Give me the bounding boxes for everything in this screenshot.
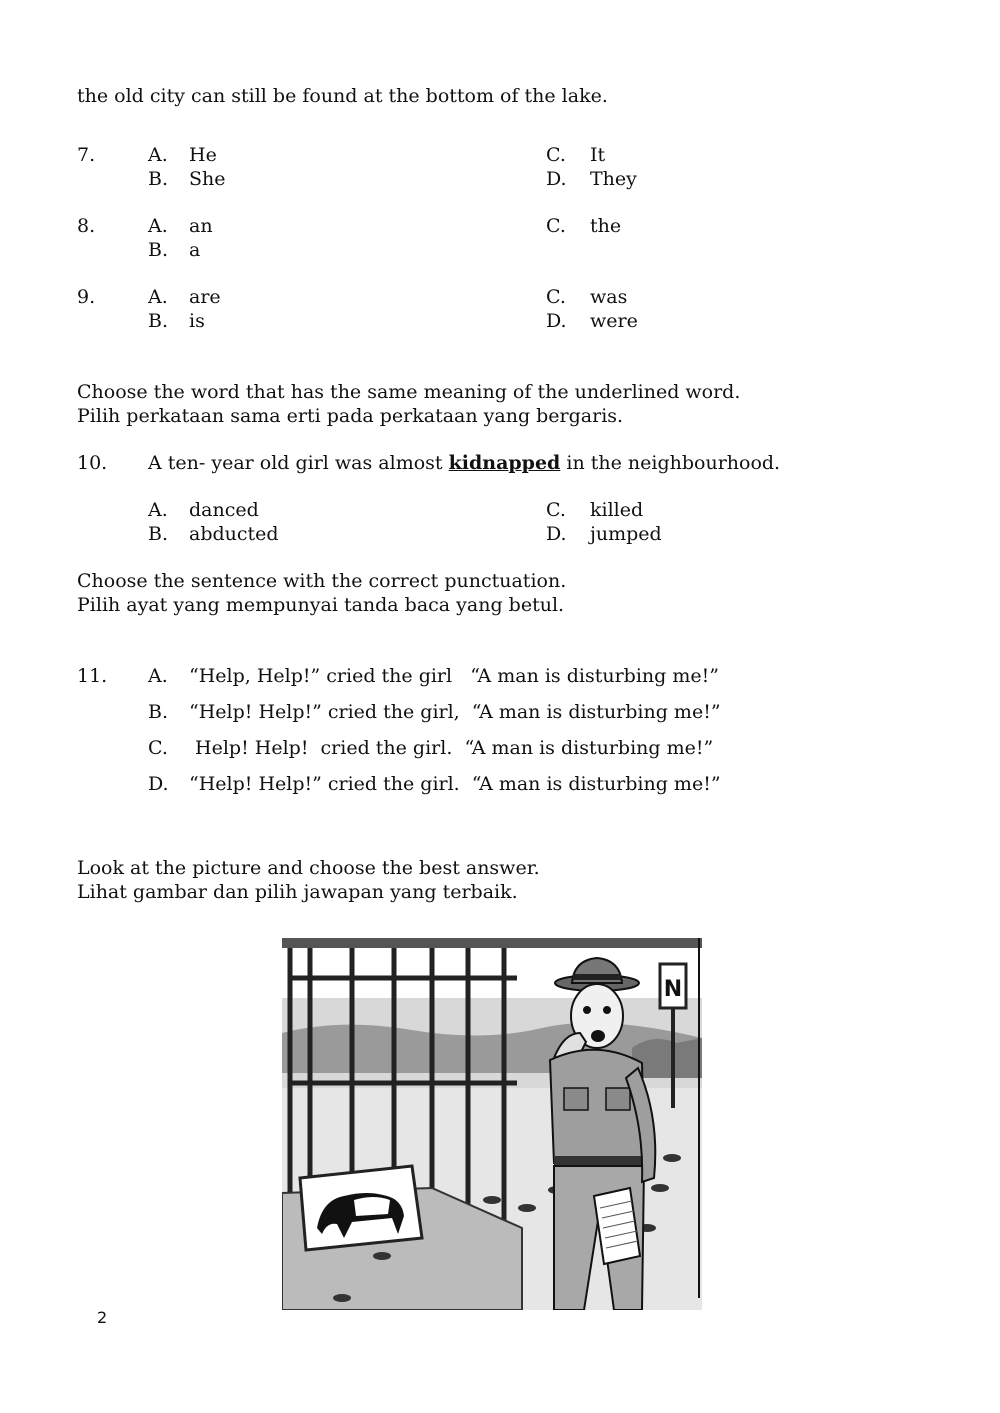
q8-option-c-letter: C. (546, 215, 566, 237)
picture-instruction-en: Look at the picture and choose the best answer. (77, 857, 540, 879)
punctuation-instruction-ms: Pilih ayat yang mempunyai tanda baca yang betul. (77, 594, 565, 616)
question-10-stem (148, 451, 780, 475)
q9-option-b-text[interactable]: is (189, 310, 205, 332)
intro-line: the old city can still be found at the bottom of the lake. (77, 85, 608, 107)
synonym-instruction-en: Choose the word that has the same meaning of the underlined word. (77, 381, 741, 403)
q10-option-d-letter: D. (546, 523, 567, 545)
q9-option-d-text[interactable]: were (590, 310, 638, 332)
q11-option-c-letter: C. (148, 737, 168, 759)
q8-option-c-text[interactable]: the (590, 215, 622, 237)
q7-option-d-letter: D. (546, 168, 567, 190)
q9-option-a-text[interactable]: are (189, 286, 221, 308)
question-8-number: 8. (77, 215, 96, 237)
q11-option-a-letter: A. (148, 665, 168, 687)
q7-option-b-text[interactable]: She (189, 168, 226, 190)
zookeeper-illustration (282, 938, 702, 1310)
q10-option-d-text[interactable]: jumped (590, 523, 662, 545)
q11-option-c-text[interactable]: Help! Help! cried the girl. “A man is disturbing me!” (189, 737, 714, 759)
q7-option-c-letter: C. (546, 144, 566, 166)
synonym-instruction-ms: Pilih perkataan sama erti pada perkataan yang bergaris. (77, 405, 624, 427)
q10-stem-before: A ten- year old girl was almost (148, 452, 449, 474)
q9-option-a-letter: A. (148, 286, 168, 308)
punctuation-instruction-en: Choose the sentence with the correct punctuation. (77, 570, 567, 592)
q10-underlined-word: kidnapped (448, 452, 561, 474)
q10-stem-after: in the neighbourhood. (560, 452, 781, 474)
q10-option-b-text[interactable]: abducted (189, 523, 279, 545)
question-10-number: 10. (77, 452, 108, 474)
q7-option-c-text[interactable]: It (590, 144, 606, 166)
question-11-number: 11. (77, 665, 108, 687)
q10-option-c-text[interactable]: killed (590, 499, 644, 521)
q7-option-a-text[interactable]: He (189, 144, 217, 166)
q11-option-d-letter: D. (148, 773, 169, 795)
q10-option-a-letter: A. (148, 499, 168, 521)
signpost-letter: N (663, 977, 683, 1002)
q8-option-a-letter: A. (148, 215, 168, 237)
q9-option-b-letter: B. (148, 310, 169, 332)
q11-option-b-text[interactable]: “Help! Help!” cried the girl, “A man is disturbing me!” (189, 701, 721, 723)
q7-option-d-text[interactable]: They (590, 168, 637, 190)
q11-option-a-text[interactable]: “Help, Help!” cried the girl “A man is disturbing me!” (189, 665, 719, 687)
q7-option-b-letter: B. (148, 168, 169, 190)
q10-option-b-letter: B. (148, 523, 169, 545)
q10-option-a-text[interactable]: danced (189, 499, 259, 521)
picture-instruction-ms: Lihat gambar dan pilih jawapan yang terbaik. (77, 881, 518, 903)
q7-option-a-letter: A. (148, 144, 168, 166)
q8-option-b-letter: B. (148, 239, 169, 261)
q9-option-c-text[interactable]: was (590, 286, 628, 308)
q11-option-b-letter: B. (148, 701, 169, 723)
q9-option-c-letter: C. (546, 286, 566, 308)
q8-option-a-text[interactable]: an (189, 215, 213, 237)
q9-option-d-letter: D. (546, 310, 567, 332)
q8-option-b-text[interactable]: a (189, 239, 201, 261)
page-number: 2 (97, 1308, 108, 1327)
question-9-number: 9. (77, 286, 96, 308)
question-7-number: 7. (77, 144, 96, 166)
q11-option-d-text[interactable]: “Help! Help!” cried the girl. “A man is disturbing me!” (189, 773, 721, 795)
q10-option-c-letter: C. (546, 499, 566, 521)
tapir-sign-icon (300, 1166, 422, 1250)
